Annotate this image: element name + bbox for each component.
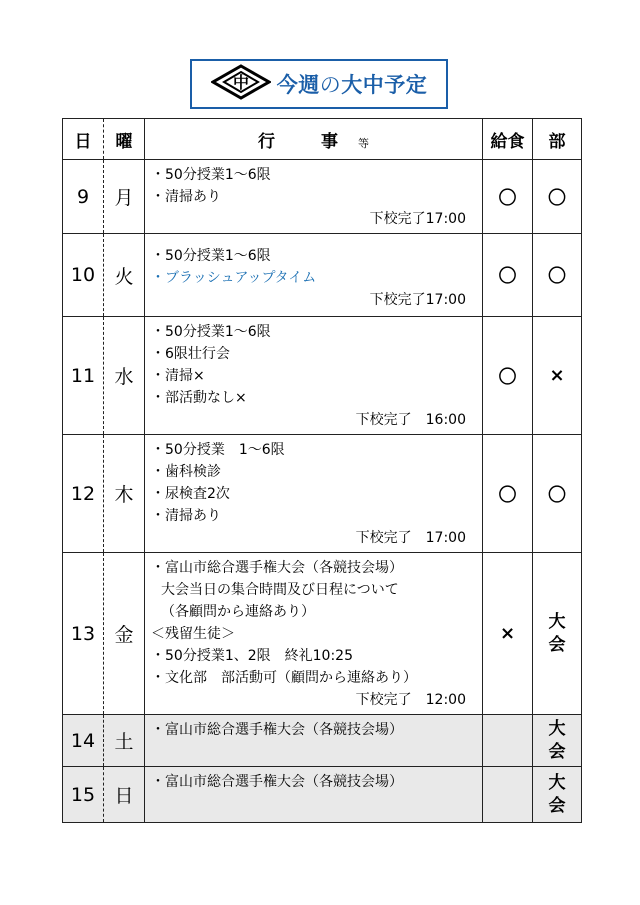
title-prefix: 今週 [276,73,320,97]
table-row [63,553,582,715]
club-cell: 〇 [533,435,582,553]
club-cell [533,553,582,715]
club-cell: 〇 [533,160,582,234]
club-cell [533,715,582,767]
school-emblem-icon [211,64,271,104]
event-line: ＜残留生徒＞ [151,626,235,642]
day-cell: 11 [63,317,104,435]
club-cell [533,767,582,823]
events-cell [145,234,483,317]
lunch-cell: 〇 [483,435,533,553]
header-events-suffix: 等 [357,136,369,150]
dismissal-time: 下校完了 16:00 [355,412,466,428]
events-cell [145,317,483,435]
header-lunch: 給食 [483,119,533,160]
event-line: （各顧問から連絡あり） [161,604,315,620]
weekday-cell: 日 [104,767,145,823]
event-line: ・富山市総合選手権大会（各競技会場） [151,560,403,576]
club-cell: × [533,317,582,435]
header-club: 部 [533,119,582,160]
weekday-cell: 金 [104,553,145,715]
club-status: 大会 [548,612,566,655]
event-line: ・清掃あり [151,189,221,205]
header-day: 日 [63,119,104,160]
day-cell: 15 [63,767,104,823]
header-events [145,119,483,160]
event-line: ・清掃× [151,368,205,384]
emblem-glyph: 中 [232,73,249,92]
header-weekday: 曜 [104,119,145,160]
dismissal-time: 下校完了17:00 [369,211,466,227]
table-row [63,715,582,767]
day-cell: 14 [63,715,104,767]
event-line: ・50分授業1～6限 [151,324,271,340]
lunch-cell: 〇 [483,317,533,435]
club-status: 大会 [548,719,566,762]
table-row [63,435,582,553]
event-line: ・尿検査2次 [151,486,230,502]
table-header-row [63,119,582,160]
event-line: ・6限壮行会 [151,346,230,362]
lunch-cell [483,767,533,823]
weekday-cell: 木 [104,435,145,553]
event-line: ・文化部 部活動可（顧問から連絡あり） [151,670,417,686]
event-line: ・50分授業1～6限 [151,167,271,183]
table-row [63,234,582,317]
dismissal-time: 下校完了17:00 [369,292,466,308]
event-line: ・清掃あり [151,508,221,524]
event-line: ・50分授業1～6限 [151,248,271,264]
event-line: ・50分授業 1～6限 [151,442,285,458]
event-line: ・50分授業1、2限 終礼10:25 [151,648,353,664]
dismissal-time: 下校完了 12:00 [355,692,466,708]
event-line: ・富山市総合選手権大会（各競技会場） [151,774,403,790]
day-cell: 13 [63,553,104,715]
event-line: 大会当日の集合時間及び日程について [161,582,399,598]
event-line: ・部活動なし× [151,390,247,406]
events-cell [145,435,483,553]
table-row [63,317,582,435]
page-title [277,69,428,99]
lunch-cell: × [483,553,533,715]
events-cell [145,553,483,715]
club-cell: 〇 [533,234,582,317]
header-events-label: 行 事 [258,131,358,152]
event-line-highlight: ・ブラッシュアップタイム [151,270,317,286]
events-cell [145,160,483,234]
weekday-cell: 土 [104,715,145,767]
table-row [63,160,582,234]
lunch-cell [483,715,533,767]
event-line: ・富山市総合選手権大会（各競技会場） [151,722,403,738]
weekly-schedule-table [62,118,582,823]
lunch-cell: 〇 [483,234,533,317]
club-status: 大会 [548,773,566,816]
weekday-cell: 火 [104,234,145,317]
day-cell: 10 [63,234,104,317]
table-row [63,767,582,823]
day-cell: 9 [63,160,104,234]
weekday-cell: 水 [104,317,145,435]
events-cell [145,715,483,767]
title-suffix: 大中予定 [341,73,428,97]
weekday-cell: 月 [104,160,145,234]
events-cell [145,767,483,823]
lunch-cell: 〇 [483,160,533,234]
event-line: ・歯科検診 [151,464,221,480]
title-particle: の [319,73,342,97]
day-cell: 12 [63,435,104,553]
dismissal-time: 下校完了 17:00 [355,530,466,546]
title-banner [190,59,448,109]
